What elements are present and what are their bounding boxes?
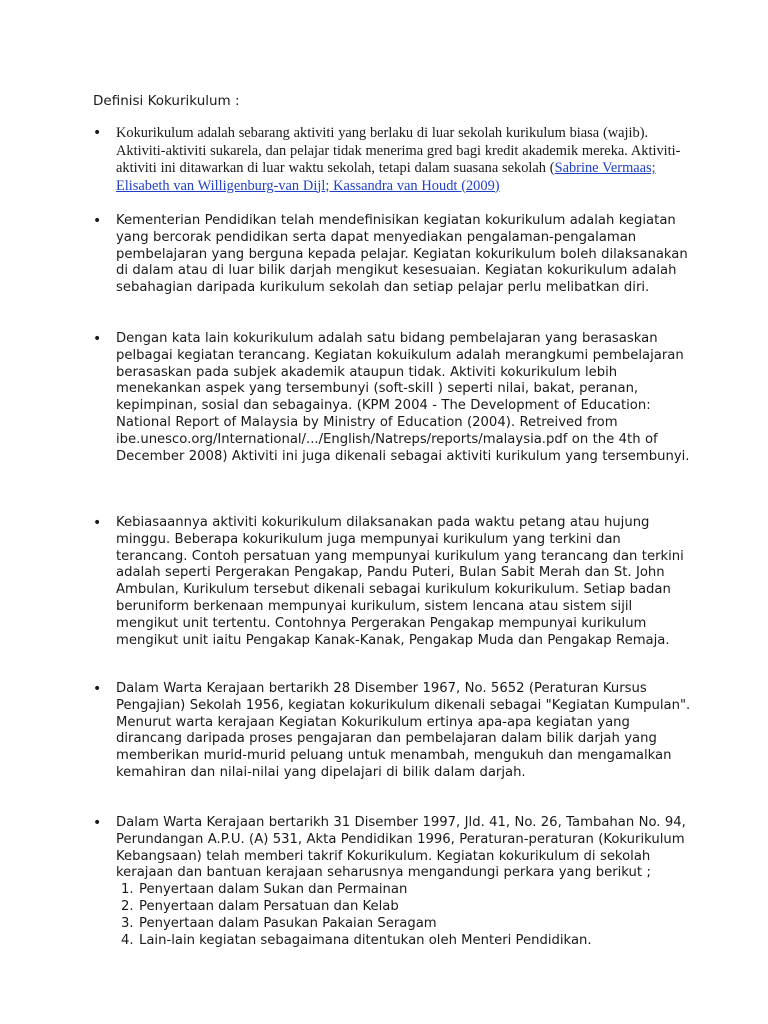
list-item-label: Lain-lain kegiatan sebagaimana ditentukan oleh Menteri Pendidikan.: [139, 932, 592, 948]
list-item-label: Penyertaan dalam Sukan dan Permainan: [139, 882, 408, 898]
list-item-label: Penyertaan dalam Pasukan Pakaian Seragam: [139, 915, 437, 931]
bullet-marker: •: [93, 515, 102, 531]
bullet-text: Kementerian Pendidikan telah mendefinisikan kegiatan kokurikulum adalah kegiatan yang bercorak pendidikan serta dapat menyediakan pengalaman-pengalaman pembelajaran yang berguna kepada pelajar. Kegiatan kokurikulum boleh dilaksanakan di dalam atau di luar bilik darjah mengikut kesesuaian. Kegiatan kokurikulum adalah sebahagian daripada kurikulum sekolah dan setiap pelajar perlu melibatkan diri.: [116, 213, 688, 296]
bullet-text: Kebiasaannya aktiviti kokurikulum dilaksanakan pada waktu petang atau hujung minggu. Beberapa kokurikulum juga mempunyai kurikulum yang terkini dan terancang. Contoh persatuan yang mempunyai kurikulum yang terancang dan terkini adalah seperti Pergerakan Pengakap, Pandu Puteri, Bulan Sabit Merah dan St. John Ambulan, Kurikulum tersebut dikenali sebagai kurikulum kokurikulum. Setiap badan beruniform berkenaan mempunyai kurikulum, sistem lencana atau sistem sijil mengikut unit tertentu. Contohnya Pergerakan Pengakap mempunyai kurikulum mengikut unit iaitu Pengakap Kanak-Kanak, Pengakap Muda dan Pengakap Remaja.: [116, 515, 684, 648]
list-number: 3.: [121, 915, 134, 931]
list-number: 4.: [121, 932, 134, 948]
bullet-marker: •: [93, 213, 102, 229]
numbered-list-item: [116, 899, 693, 916]
numbered-list-item: [116, 882, 693, 899]
numbered-list: [116, 882, 693, 949]
bullet-marker: •: [93, 815, 102, 831]
bullet-marker: •: [93, 331, 102, 347]
page-title: Definisi Kokurikulum :: [93, 93, 240, 109]
list-item: [93, 331, 693, 465]
list-item: [93, 681, 693, 782]
list-number: 1.: [121, 882, 134, 898]
bullet-text: [116, 125, 693, 195]
list-item: [93, 815, 693, 949]
bullet-text: Dalam Warta Kerajaan bertarikh 28 Disember 1967, No. 5652 (Peraturan Kursus Pengajian) Sekolah 1956, kegiatan kokurikulum dikenali sebagai "Kegiatan Kumpulan". Menurut warta kerajaan Kegiatan Kokurikulum ertinya apa-apa kegiatan yang dirancang daripada proses pengajaran dan pembelajaran dalam bilik darjah yang memberikan murid-murid peluang untuk menambah, mengukuh dan mengamalkan kemahiran dan nilai-nilai yang dipelajari di bilik dalam darjah.: [116, 681, 691, 780]
bullet-text: Dengan kata lain kokurikulum adalah satu bidang pembelajaran yang berasaskan pelbagai kegiatan terancang. Kegiatan kokuikulum adalah merangkumi pembelajaran berasaskan pada subjek akademik ataupun tidak. Aktiviti kokurikulum lebih menekankan aspek yang tersembunyi (soft-skill ) seperti nilai, bakat, peranan, kepimpinan, sosial dan sebagainya. (KPM 2004 - The Development of Education: National Report of Malaysia by Ministry of Education (2004). Retreived from ibe.unesco.org/International/.../English/Natreps/reports/malaysia.pdf on the 4th of December 2008) Aktiviti ini juga dikenali sebagai aktiviti kurikulum yang tersembunyi.: [116, 331, 690, 464]
numbered-list-item: [116, 933, 693, 950]
list-item: [93, 213, 693, 297]
list-item: [93, 515, 693, 649]
citation-link[interactable]: Sabrine Vermaas; Elisabeth van Willigenburg-van Dijl; Kassandra van Houdt (2009): [116, 160, 656, 194]
bullet-marker: •: [93, 681, 102, 697]
bullet-text: Dalam Warta Kerajaan bertarikh 31 Disember 1997, Jld. 41, No. 26, Tambahan No. 94, Perundangan A.P.U. (A) 531, Akta Pendidikan 1996, Peraturan-peraturan (Kokurikulum Kebangsaan) telah memberi takrif Kokurikulum. Kegiatan kokurikulum di sekolah kerajaan dan bantuan kerajaan seharusnya mengandungi perkara yang berikut ;: [116, 815, 686, 881]
list-item-label: Penyertaan dalam Persatuan dan Kelab: [139, 898, 399, 914]
bullet-marker: •: [93, 125, 102, 141]
bullet-body: Kokurikulum adalah sebarang aktiviti yang berlaku di luar sekolah kurikulum biasa (wajib). Aktiviti-aktiviti sukarela, dan pelajar tidak menerima gred bagi kredit akademik mereka. Aktiviti-aktiviti ini ditawarkan di luar waktu sekolah, tetapi dalam suasana sekolah (: [116, 125, 681, 176]
list-number: 2.: [121, 898, 134, 914]
list-item: [93, 125, 693, 195]
numbered-list-item: [116, 916, 693, 933]
